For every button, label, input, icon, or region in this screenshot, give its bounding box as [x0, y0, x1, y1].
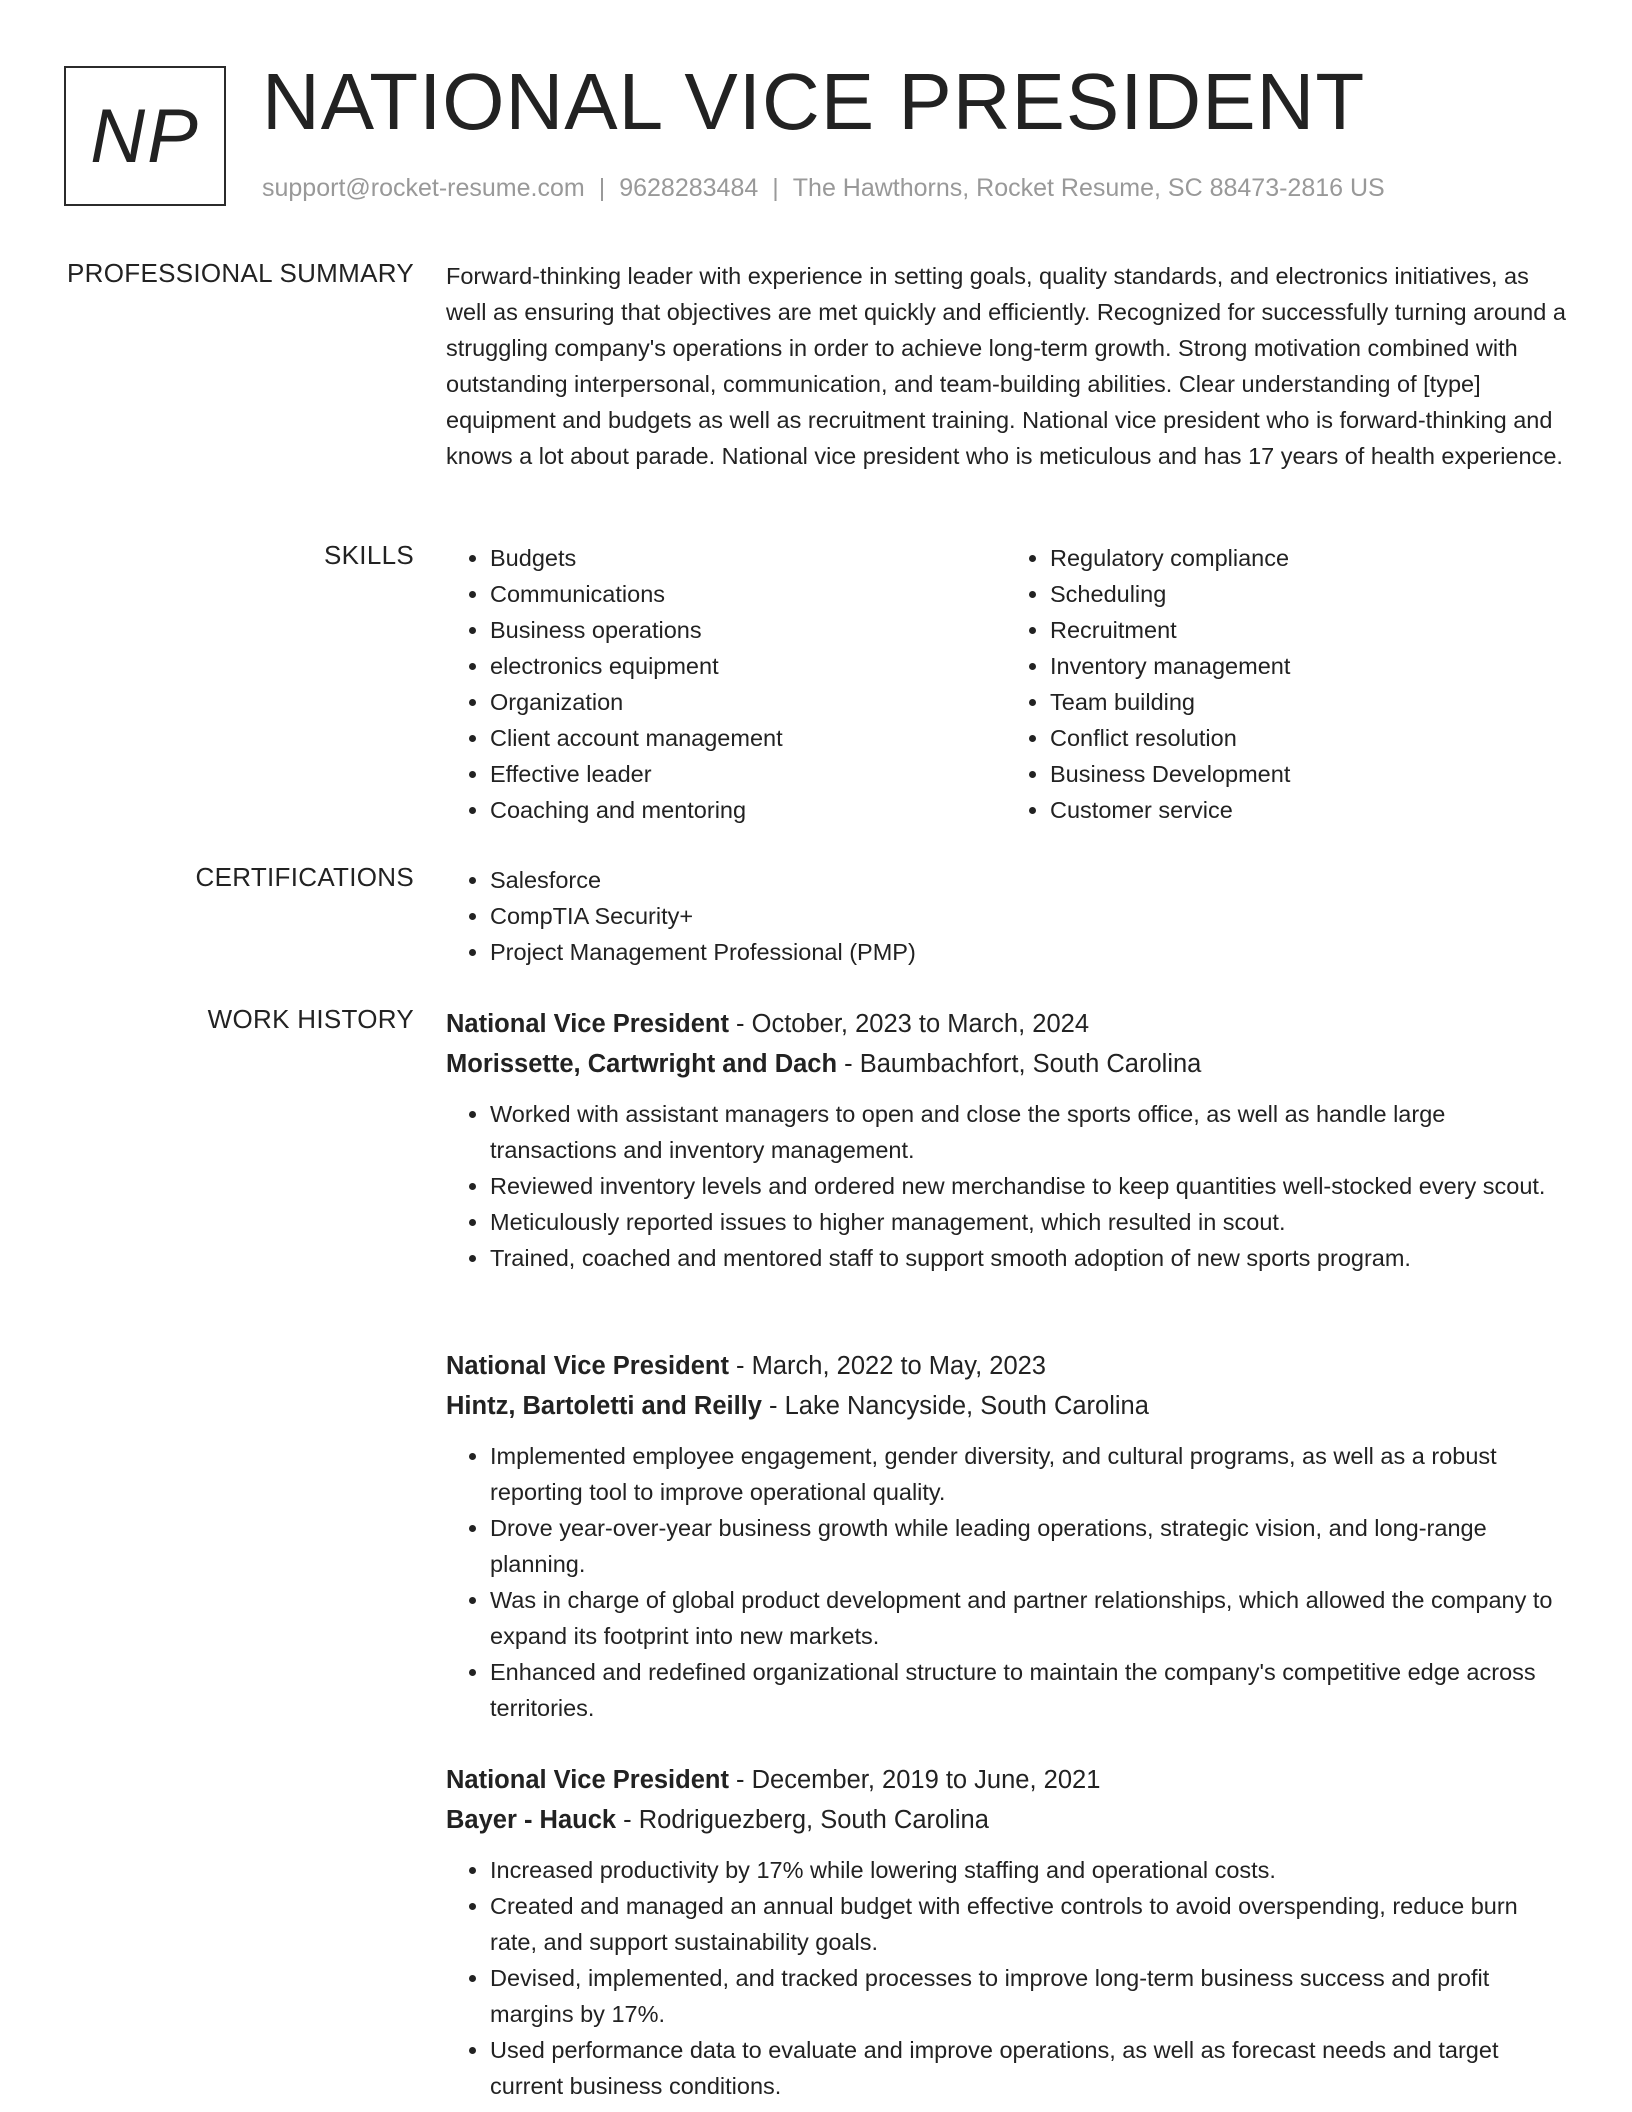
contact-separator: | — [772, 174, 779, 202]
job-company: Hintz, Bartoletti and Reilly — [446, 1392, 762, 1420]
job-company: Morissette, Cartwright and Dach — [446, 1050, 838, 1078]
job-title-line — [446, 1346, 1566, 1386]
job-entry — [446, 1346, 1566, 1726]
job-entry — [446, 1004, 1566, 1276]
skill-item: • Budgets — [490, 540, 1006, 576]
job-title-line — [446, 1004, 1566, 1044]
job-entry — [446, 1760, 1566, 2104]
job-bullet: • Increased productivity by 17% while lowering staffing and operational costs. — [490, 1852, 1566, 1888]
job-title: National Vice President — [446, 1010, 729, 1038]
job-dates: - March, 2022 to May, 2023 — [728, 1352, 1046, 1380]
skill-item: • Coaching and mentoring — [490, 792, 1006, 828]
certifications-content — [446, 862, 1566, 970]
job-bullet: • Devised, implemented, and tracked processes to improve long-term business success and profit margins by 17%. — [490, 1960, 1566, 2032]
job-title: National Vice President — [446, 1766, 729, 1794]
job-company-line — [446, 1386, 1566, 1426]
job-bullet: • Enhanced and redefined organizational structure to maintain the company's competitive edge across territories. — [490, 1654, 1566, 1726]
job-bullet: • Created and managed an annual budget with effective controls to avoid overspending, reduce burn rate, and support sustainability goals. — [490, 1888, 1566, 1960]
contact-phone: 9628283484 — [619, 174, 759, 202]
contact-email: support@rocket-resume.com — [262, 174, 585, 202]
section-label-certifications: CERTIFICATIONS — [195, 862, 414, 892]
skill-item: • Client account management — [490, 720, 1006, 756]
job-bullets — [446, 1096, 1566, 1276]
certification-item: • CompTIA Security+ — [490, 898, 1566, 934]
skill-item: • Inventory management — [1050, 648, 1566, 684]
contact-line — [262, 174, 1385, 203]
summary-text: Forward-thinking leader with experience in setting goals, quality standards, and electronics initiatives, as well as ensuring that objectives are met quickly and efficiently. Recognized for successfully turning around a struggling company's operations in order to achieve long-term growth. Strong motivation combined with outstanding interpersonal, communication, and team-building abilities. Clear understanding of [type] equipment and budgets as well as recruitment training. National vice president who is forward-thinking and knows a lot about parade. National vice president who is meticulous and has 17 years of health experience. — [446, 263, 1566, 469]
job-company-line — [446, 1800, 1566, 1840]
section-label-skills: SKILLS — [324, 540, 414, 570]
skills-list-left — [446, 540, 1006, 828]
skill-item: • Business operations — [490, 612, 1006, 648]
job-title: National Vice President — [446, 1352, 729, 1380]
job-bullet: • Worked with assistant managers to open and close the sports office, as well as handle large transactions and inventory management. — [490, 1096, 1566, 1168]
contact-separator: | — [598, 174, 606, 202]
skill-item: • Regulatory compliance — [1050, 540, 1566, 576]
skill-item: • Effective leader — [490, 756, 1006, 792]
job-company-line — [446, 1044, 1566, 1084]
certification-item: • Project Management Professional (PMP) — [490, 934, 1566, 970]
resume-name-heading: NATIONAL VICE PRESIDENT — [262, 57, 1366, 146]
skill-item: • Customer service — [1050, 792, 1566, 828]
section-label-work-history: WORK HISTORY — [207, 1004, 414, 1034]
certifications-list — [446, 862, 1566, 970]
skill-item: • Organization — [490, 684, 1006, 720]
skill-item: • Recruitment — [1050, 612, 1566, 648]
job-dates: - December, 2019 to June, 2021 — [728, 1766, 1101, 1794]
contact-address: The Hawthorns, Rocket Resume, SC 88473-2816 US — [792, 174, 1385, 202]
job-location: - Lake Nancyside, South Carolina — [761, 1392, 1149, 1420]
skill-item: • Communications — [490, 576, 1006, 612]
job-title-line — [446, 1760, 1566, 1800]
section-label-summary: PROFESSIONAL SUMMARY — [67, 258, 414, 288]
monogram-badge: NP — [64, 66, 226, 206]
skill-item: • Business Development — [1050, 756, 1566, 792]
job-bullet: • Meticulously reported issues to higher management, which resulted in scout. — [490, 1204, 1566, 1240]
skill-item: • electronics equipment — [490, 648, 1006, 684]
skill-item: • Conflict resolution — [1050, 720, 1566, 756]
job-bullet: • Drove year-over-year business growth while leading operations, strategic vision, and long-range planning. — [490, 1510, 1566, 1582]
certification-item: • Salesforce — [490, 862, 1566, 898]
skill-item: • Scheduling — [1050, 576, 1566, 612]
job-bullet: • Was in charge of global product development and partner relationships, which allowed the company to expand its footprint into new markets. — [490, 1582, 1566, 1654]
job-location: - Baumbachfort, South Carolina — [837, 1050, 1202, 1078]
job-location: - Rodriguezberg, South Carolina — [616, 1806, 989, 1834]
job-bullet: • Trained, coached and mentored staff to support smooth adoption of new sports program. — [490, 1240, 1566, 1276]
skills-list-right — [1006, 540, 1566, 828]
skill-item: • Team building — [1050, 684, 1566, 720]
skills-columns — [446, 540, 1566, 828]
job-company: Bayer - Hauck — [446, 1806, 617, 1834]
job-bullet: • Reviewed inventory levels and ordered new merchandise to keep quantities well-stocked every scout. — [490, 1168, 1566, 1204]
job-bullets — [446, 1852, 1566, 2104]
job-bullets — [446, 1438, 1566, 1726]
job-bullet: • Implemented employee engagement, gender diversity, and cultural programs, as well as a robust reporting tool to improve operational quality. — [490, 1438, 1566, 1510]
job-bullet: • Used performance data to evaluate and improve operations, as well as forecast needs and target current business conditions. — [490, 2032, 1566, 2104]
job-dates: - October, 2023 to March, 2024 — [728, 1010, 1090, 1038]
